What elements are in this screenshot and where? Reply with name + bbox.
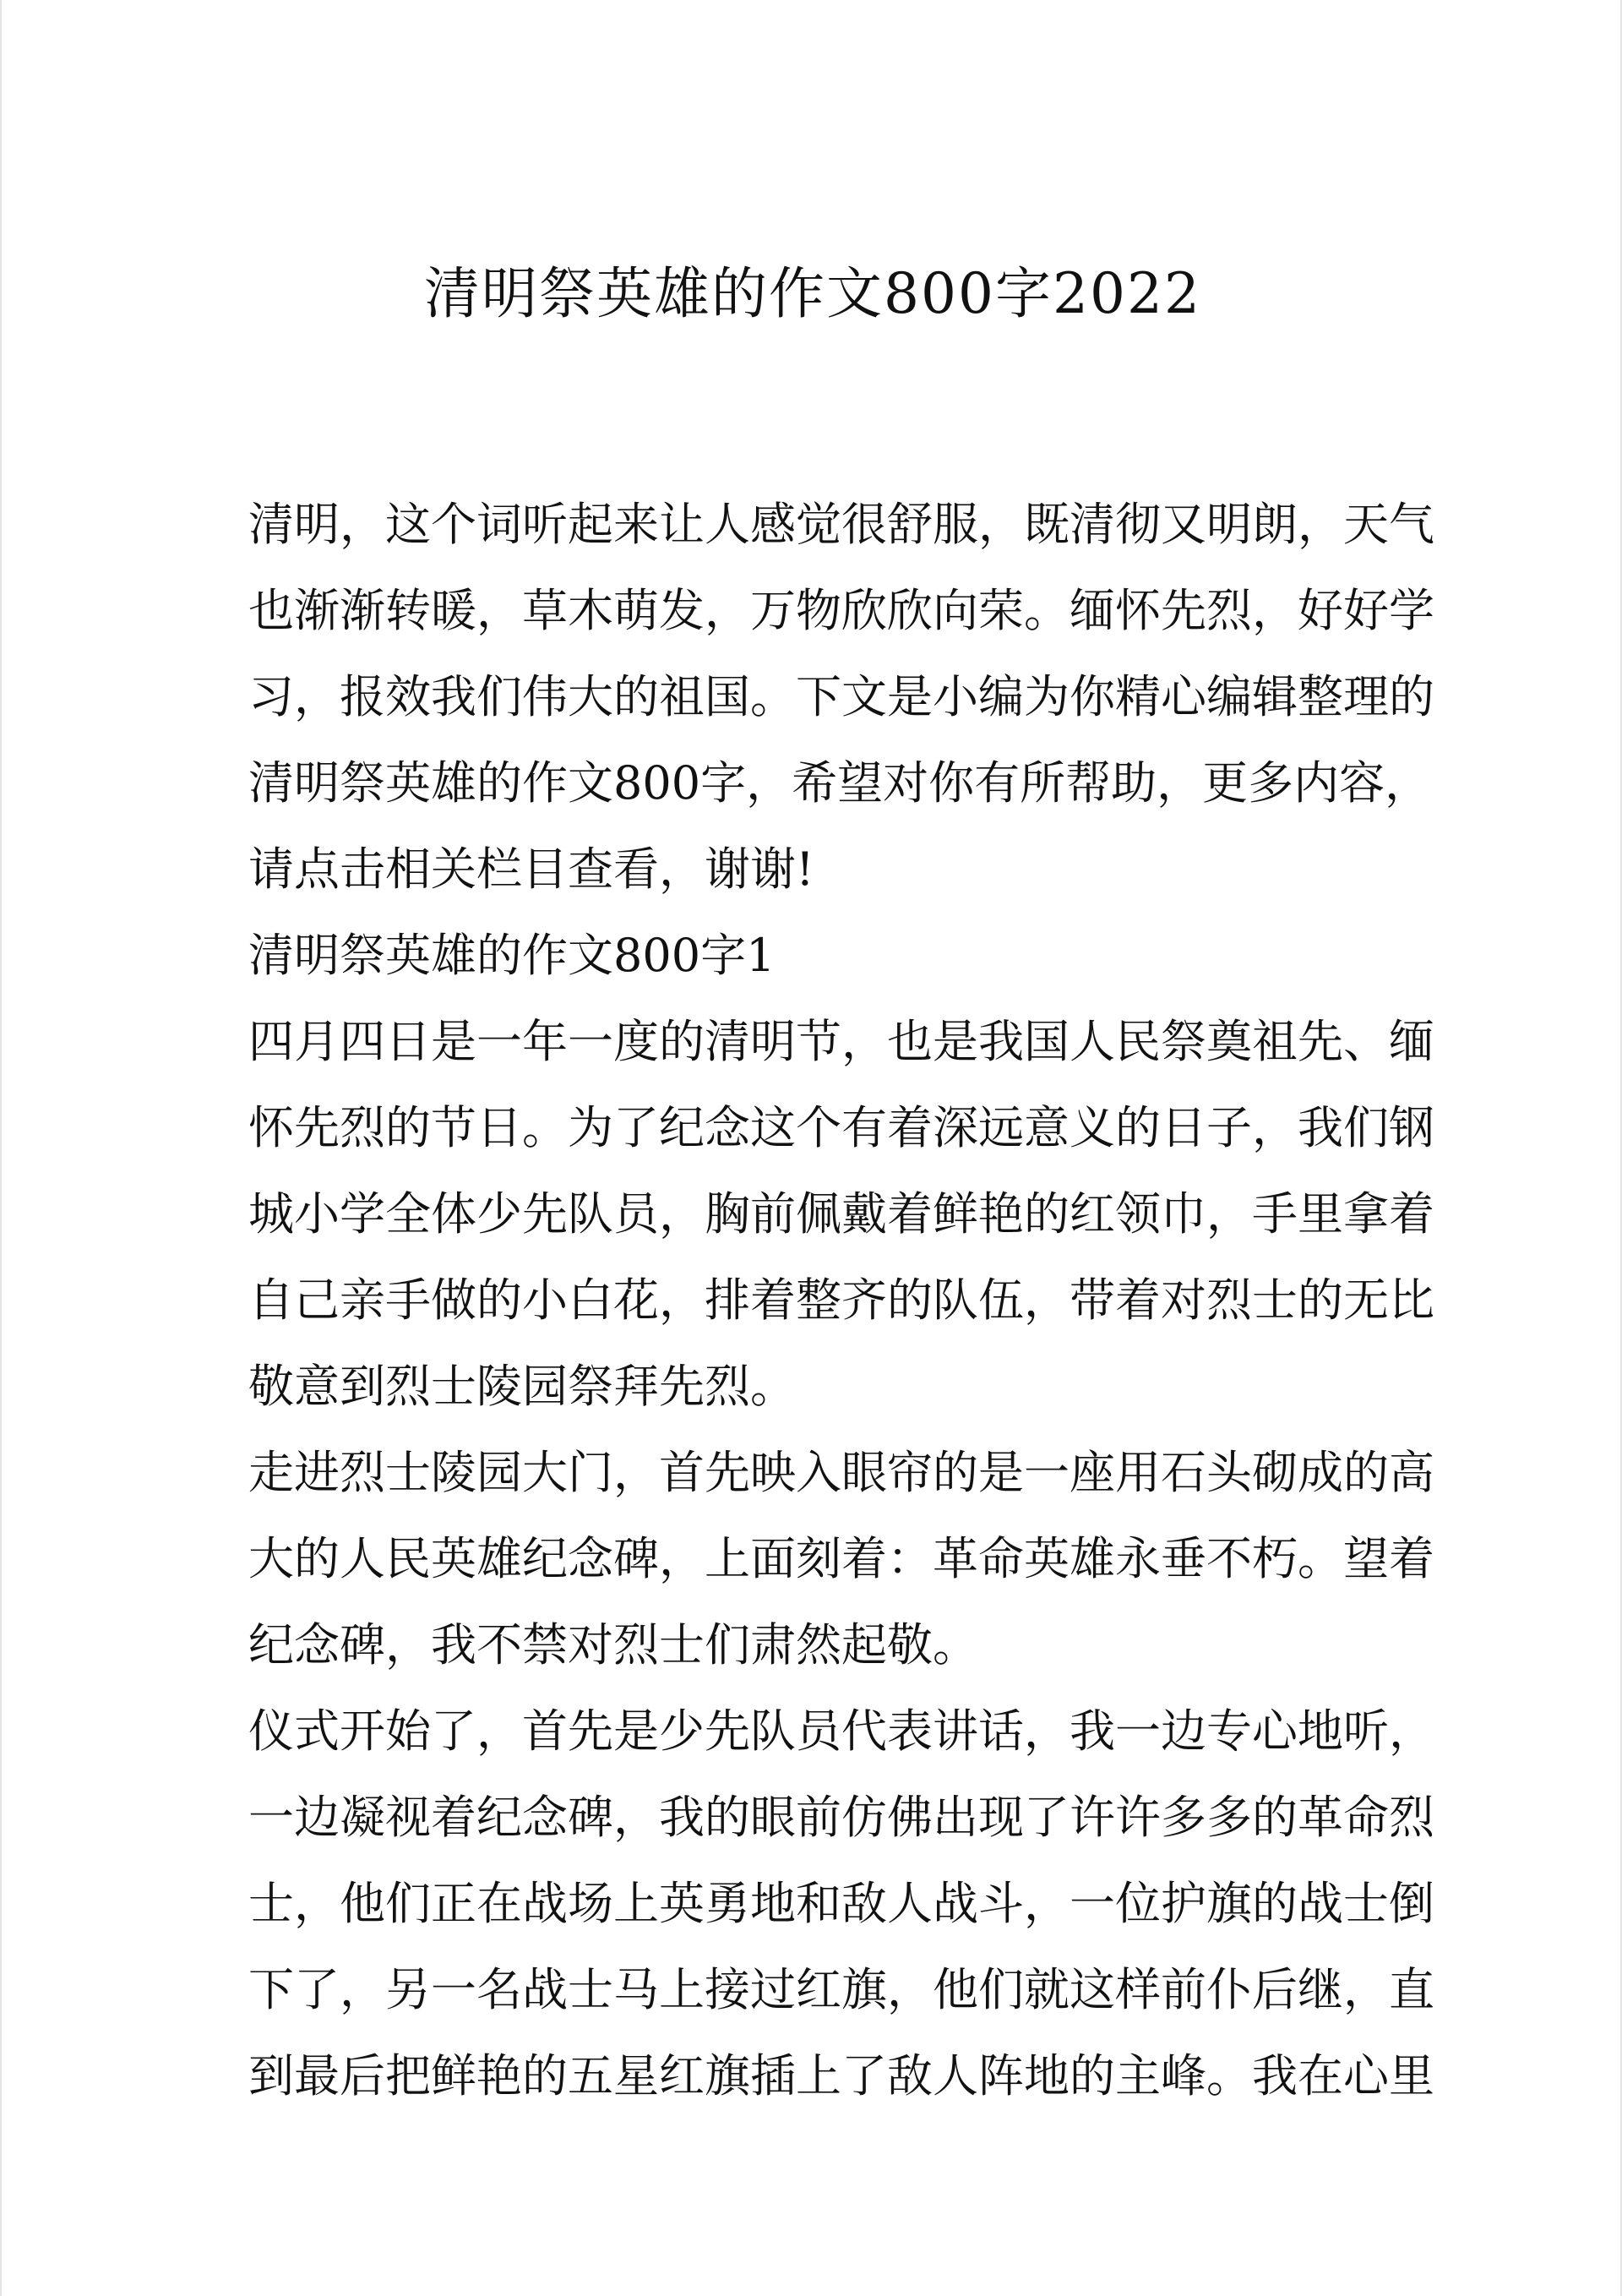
document-body	[248, 482, 1434, 2119]
text-line: 也渐渐转暖，草木萌发，万物欣欣向荣。缅怀先烈，好好学	[248, 584, 1434, 637]
text-line: 士，他们正在战场上英勇地和敌人战斗，一位护旗的战士倒	[248, 1877, 1434, 1930]
text-line: 纪念碑，我不禁对烈士们肃然起敬。	[248, 1618, 978, 1672]
text-line: 下了，另一名战士马上接过红旗，他们就这样前仆后继，直	[248, 1963, 1434, 2016]
text-line: 清明祭英雄的作文800字，希望对你有所帮助，更多内容，	[248, 756, 1431, 810]
text-line: 走进烈士陵园大门，首先映入眼帘的是一座用石头砌成的高	[248, 1446, 1434, 1499]
text-line: 四月四日是一年一度的清明节，也是我国人民祭奠祖先、缅	[248, 1015, 1434, 1068]
text-line: 到最后把鲜艳的五星红旗插上了敌人阵地的主峰。我在心里	[248, 2049, 1434, 2102]
text-line: 敬意到烈士陵园祭拜先烈。	[248, 1360, 796, 1413]
text-line: 一边凝视着纪念碑，我的眼前仿佛出现了许许多多的革命烈	[248, 1791, 1434, 1844]
text-line: 清明，这个词听起来让人感觉很舒服，既清彻又明朗，天气	[248, 498, 1434, 551]
text-line: 城小学全体少先队员，胸前佩戴着鲜艳的红领巾，手里拿着	[248, 1187, 1434, 1241]
text-line: 清明祭英雄的作文800字1	[248, 929, 776, 982]
text-line: 大的人民英雄纪念碑，上面刻着：革命英雄永垂不朽。望着	[248, 1532, 1434, 1585]
text-line: 请点击相关栏目查看，谢谢!	[248, 843, 814, 896]
text-line: 仪式开始了，首先是少先队员代表讲话，我一边专心地听，	[248, 1704, 1434, 1758]
page-title: 清明祭英雄的作文800字2022	[424, 261, 1201, 326]
text-line: 怀先烈的节日。为了纪念这个有着深远意义的日子，我们钢	[248, 1101, 1434, 1154]
text-line: 习，报效我们伟大的祖国。下文是小编为你精心编辑整理的	[248, 670, 1434, 723]
text-line: 自己亲手做的小白花，排着整齐的队伍，带着对烈士的无比	[248, 1273, 1434, 1327]
